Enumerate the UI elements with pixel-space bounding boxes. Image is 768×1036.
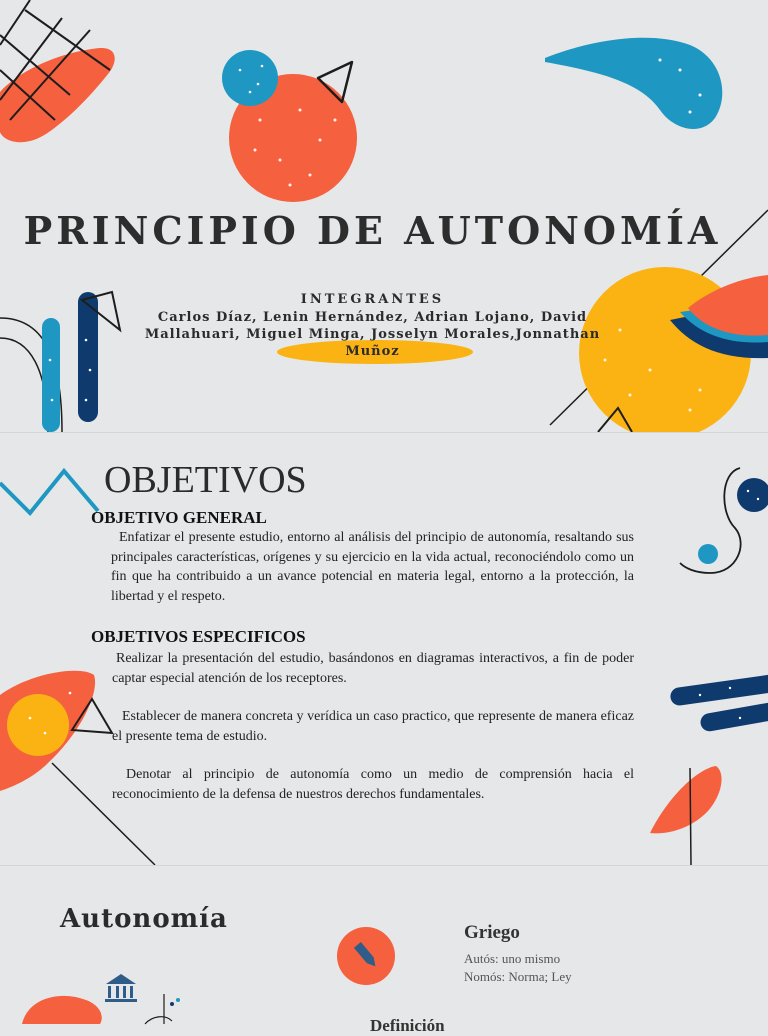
origin-line-2: Nomós: Norma; Ley <box>464 969 572 984</box>
blue-circle-small <box>222 50 278 106</box>
black-curve-bottom <box>145 1017 172 1024</box>
specific-item-2: Establecer de manera concreta y verídica un caso practico, que represente de manera eficaz el presente tema de estudio. <box>112 709 634 744</box>
specific-heading: OBJETIVOS ESPECIFICOS <box>91 627 306 646</box>
objectives-title: OBJETIVOS <box>104 459 307 501</box>
navy-circle <box>737 478 768 512</box>
autonomy-title: Autonomía <box>60 904 228 934</box>
cover-title: PRINCIPIO DE AUTONOMÍA <box>23 208 722 253</box>
general-text: Enfatizar el presente estudio, entorno al análisis del principio de autonomía, resaltando sus principales características, orígenes y su ejercicio en la vida actual, reconociéndolo como un fin que ha contribuido a un avance potencial en materia legal, entorno a la protección, la libertad y el respeto. <box>111 530 634 604</box>
navy-dash-2 <box>699 699 768 732</box>
blue-dot <box>698 544 718 564</box>
building-icon <box>105 974 137 1002</box>
blue-comet <box>545 38 722 129</box>
blue-bar <box>42 318 60 432</box>
objectives-slide <box>0 433 768 865</box>
members-list: Carlos Díaz, Lenin Hernández, Adrian Lojano, David Mallahuari, Miguel Minga, Josselyn Morales,Jonnathan Muñoz <box>144 310 601 359</box>
specific-item-3: Denotar al principio de autonomía como un medio de comprensión hacia el reconocimiento de la defensa de nuestros derechos fundamentales. <box>112 767 634 802</box>
members-label: INTEGRANTES <box>300 292 445 307</box>
origin-heading: Griego <box>464 922 520 943</box>
autonomy-decoration <box>0 866 768 1024</box>
specific-item-1: Realizar la presentación del estudio, basándonos en diagramas interactivos, a fin de poder captar especial atención de los receptores. <box>112 651 634 686</box>
black-arch-2 <box>0 338 48 432</box>
origin-line-1: Autós: uno mismo <box>464 951 561 966</box>
blue-zigzag <box>0 471 98 513</box>
vertical-line-right <box>690 768 691 865</box>
cover-slide <box>0 0 768 432</box>
navy-dash-1 <box>669 673 768 706</box>
yellow-circle-left <box>7 694 69 756</box>
coral-blob-bottom <box>22 996 102 1024</box>
coral-leaf-right <box>650 766 722 833</box>
general-heading: OBJETIVO GENERAL <box>91 508 267 527</box>
autonomy-slide <box>0 866 768 1035</box>
definition-heading: Definición <box>370 1016 445 1035</box>
